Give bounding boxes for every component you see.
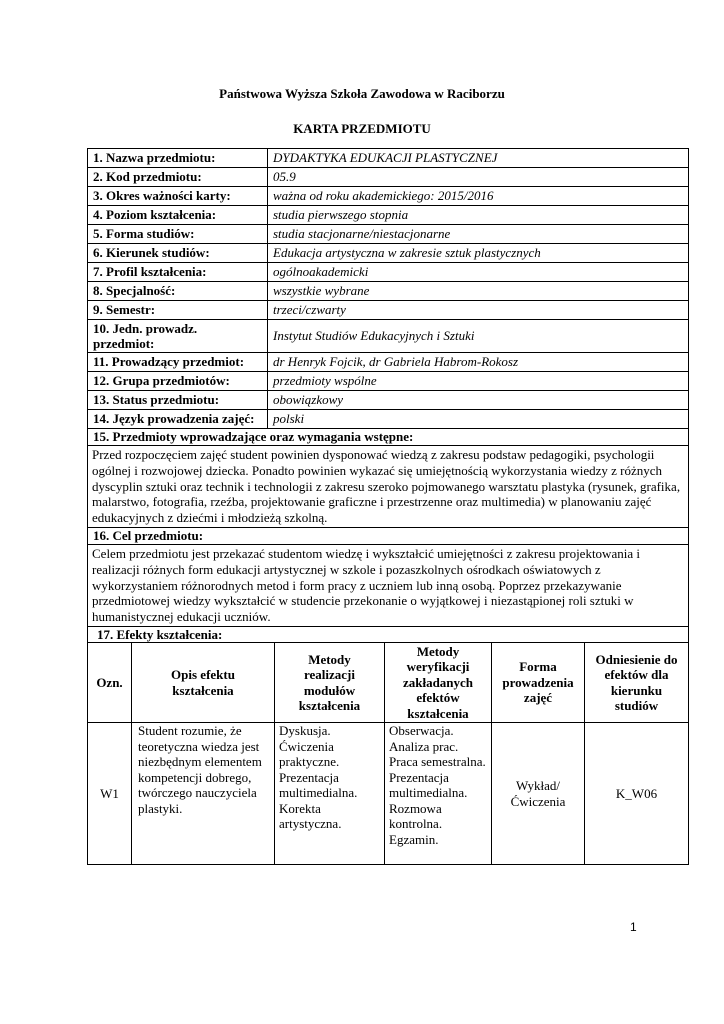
section-15-text-row (88, 446, 689, 528)
section-16-text: Celem przedmiotu jest przekazać studentom wiedzę i wykształcić umiejętności z zakresu projektowania i realizacji różnych form edukacji artystycznej w szkole i pozaszkolnych ośrodkach oświatowych z wykorzystaniem różnorodnych metod i form pracy z uczniem lub inną osobą. Poprzez przekazywanie przedmiotowej wiedzy wykształcić w studencie przekonanie o wyjątkowej i niezastąpionej roli sztuki w humanistycznej edukacji uczniów. (88, 544, 689, 626)
info-value: polski (268, 410, 689, 429)
effect-description: Student rozumie, że teoretyczna wiedza jest niezbędnym elementem kompetencji dobrego, twórczego nauczyciela plastyki. (132, 723, 275, 865)
info-value: 05.9 (268, 168, 689, 187)
effects-header-row (88, 643, 689, 723)
info-label: 8. Specjalność: (88, 282, 268, 301)
document-title: KARTA PRZEDMIOTU (293, 121, 431, 136)
info-value: DYDAKTYKA EDUKACJI PLASTYCZNEJ (268, 149, 689, 168)
info-row (88, 206, 689, 225)
info-value: studia stacjonarne/niestacjonarne (268, 225, 689, 244)
info-value: dr Henryk Fojcik, dr Gabriela Habrom-Rokosz (268, 353, 689, 372)
info-value: Edukacja artystyczna w zakresie sztuk plastycznych (268, 244, 689, 263)
info-value: ważna od roku akademickiego: 2015/2016 (268, 187, 689, 206)
info-value: trzeci/czwarty (268, 301, 689, 320)
info-label: 10. Jedn. prowadz. przedmiot: (88, 320, 268, 353)
info-label: 1. Nazwa przedmiotu: (88, 149, 268, 168)
info-row (88, 301, 689, 320)
column-header: Odniesienie do efektów dla kierunku studiów (585, 643, 689, 723)
effect-reference: K_W06 (585, 723, 689, 865)
info-label: 13. Status przedmiotu: (88, 391, 268, 410)
info-row (88, 244, 689, 263)
info-value: obowiązkowy (268, 391, 689, 410)
info-value: przedmioty wspólne (268, 372, 689, 391)
course-info-table (87, 148, 689, 643)
column-header: Ozn. (88, 643, 132, 723)
section-15-text: Przed rozpoczęciem zajęć student powinien dysponować wiedzą z zakresu podstaw pedagogiki, psychologii ogólnej i rozwojowej dziecka. Ponadto powinien wykazać się umiejętnością wykorzystania wiedzy z różnych dyscyplin sztuki oraz technik i technologii z zakresu szeroko pojmowanego warsztatu plastyka (rysunek, grafika, malarstwo, fotografia, rzeźba, projektowanie graficzne i przestrzenne oraz multimedia) w planowaniu zajęć edukacyjnych z dziećmi i młodzieżą szkolną. (88, 446, 689, 528)
section-17-heading: 17. Efekty kształcenia: (88, 626, 689, 643)
info-label: 14. Język prowadzenia zajęć: (88, 410, 268, 429)
info-label: 3. Okres ważności karty: (88, 187, 268, 206)
section-16-heading: 16. Cel przedmiotu: (88, 527, 689, 544)
column-header: Forma prowadzenia zajęć (492, 643, 585, 723)
info-label: 12. Grupa przedmiotów: (88, 372, 268, 391)
info-row (88, 353, 689, 372)
info-label: 5. Forma studiów: (88, 225, 268, 244)
info-row (88, 391, 689, 410)
table-row (88, 723, 689, 865)
info-label: 9. Semestr: (88, 301, 268, 320)
info-label: 11. Prowadzący przedmiot: (88, 353, 268, 372)
column-header: Metody weryfikacji zakładanych efektów kształcenia (385, 643, 492, 723)
section-17-heading-row (88, 626, 689, 643)
effect-methods: Dyskusja. Ćwiczenia praktyczne. Prezentacja multimedialna. Korekta artystyczna. (275, 723, 385, 865)
effect-code: W1 (88, 723, 132, 865)
column-header: Opis efektu kształcenia (132, 643, 275, 723)
section-15-heading: 15. Przedmioty wprowadzające oraz wymagania wstępne: (88, 429, 689, 446)
section-16-heading-row (88, 527, 689, 544)
info-row (88, 187, 689, 206)
info-row (88, 282, 689, 301)
info-value: wszystkie wybrane (268, 282, 689, 301)
info-row (88, 372, 689, 391)
info-row (88, 149, 689, 168)
info-value: studia pierwszego stopnia (268, 206, 689, 225)
column-header: Metody realizacji modułów kształcenia (275, 643, 385, 723)
effect-form: Wykład/ Ćwiczenia (492, 723, 585, 865)
effect-verification: Obserwacja. Analiza prac. Praca semestralna. Prezentacja multimedialna. Rozmowa kontrolna. Egzamin. (385, 723, 492, 865)
info-value: ogólnoakademicki (268, 263, 689, 282)
info-row (88, 410, 689, 429)
info-row (88, 263, 689, 282)
info-row (88, 320, 689, 353)
info-row (88, 225, 689, 244)
page-number: 1 (630, 920, 637, 934)
info-value: Instytut Studiów Edukacyjnych i Sztuki (268, 320, 689, 353)
info-row (88, 168, 689, 187)
institution-name: Państwowa Wyższa Szkoła Zawodowa w Raciborzu (219, 86, 505, 101)
info-label: 6. Kierunek studiów: (88, 244, 268, 263)
info-label: 2. Kod przedmiotu: (88, 168, 268, 187)
section-16-text-row (88, 544, 689, 626)
info-label: 7. Profil kształcenia: (88, 263, 268, 282)
info-label: 4. Poziom kształcenia: (88, 206, 268, 225)
section-15-heading-row (88, 429, 689, 446)
learning-effects-table (87, 642, 689, 865)
